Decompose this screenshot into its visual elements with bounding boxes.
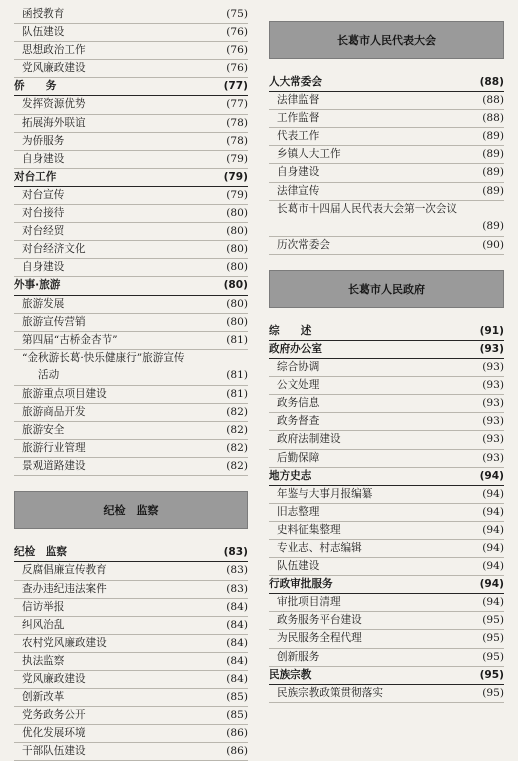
toc-entry[interactable] — [14, 635, 248, 653]
toc-entry-title: 历次常委会 — [277, 238, 330, 251]
toc-page-number: (91) — [479, 324, 504, 337]
toc-page-number: (84) — [226, 673, 248, 685]
toc-page-number: (82) — [226, 405, 248, 418]
toc-page-number: (90) — [482, 238, 504, 251]
toc-page-number: (95) — [482, 650, 504, 663]
toc-section-heading[interactable] — [269, 667, 504, 685]
toc-entry-title: “金秋游长葛·快乐健康行”旅游宣传 — [22, 351, 185, 364]
toc-page-number: (94) — [482, 505, 504, 518]
toc-section-heading[interactable] — [14, 277, 248, 295]
toc-entry[interactable] — [14, 24, 248, 42]
toc-entry[interactable] — [269, 540, 504, 558]
toc-page-number: (95) — [482, 632, 504, 645]
toc-entry-title: 对台经济文化 — [22, 243, 86, 256]
toc-entry-title: 党风廉政建设 — [22, 62, 86, 75]
toc-page-number: (94) — [479, 578, 504, 591]
toc-entry-title: 为侨服务 — [22, 134, 65, 147]
toc-entry-title: 外事·旅游 — [14, 279, 61, 292]
toc-page-number: (85) — [226, 709, 248, 722]
toc-entry-title: 旅游安全 — [22, 424, 65, 437]
toc-entry[interactable] — [269, 218, 504, 237]
toc-section-heading[interactable] — [14, 169, 248, 187]
toc-page-number: (94) — [479, 469, 504, 482]
toc-page-number: (95) — [482, 686, 504, 699]
toc-entry[interactable] — [269, 450, 504, 468]
toc-page-number: (78) — [226, 134, 248, 147]
toc-entry-title: 法律监督 — [277, 94, 320, 107]
toc-entry-title: 队伍建设 — [277, 560, 320, 573]
toc-entry-title: 长葛市十四届人民代表大会第一次会议 — [277, 202, 458, 215]
toc-entry-title: 景观道路建设 — [22, 460, 86, 473]
toc-entry[interactable] — [14, 314, 248, 332]
toc-page-number: (76) — [226, 62, 248, 75]
toc-page-number: (80) — [226, 207, 248, 220]
toc-entry[interactable] — [14, 707, 248, 725]
toc-entry-title: 创新改革 — [22, 691, 65, 704]
toc-page-number: (82) — [226, 442, 248, 455]
toc-page-number: (80) — [226, 243, 248, 256]
toc-page-number: (77) — [223, 80, 248, 93]
toc-entry[interactable] — [14, 562, 248, 580]
toc-page-number: (78) — [226, 116, 248, 129]
toc-entry[interactable] — [269, 504, 504, 522]
toc-page-number: (86) — [226, 745, 248, 758]
toc-page-number: (93) — [482, 415, 504, 428]
toc-page-number: (89) — [482, 148, 504, 161]
toc-entry-title: 优化发展环境 — [22, 727, 86, 740]
toc-entry[interactable] — [269, 594, 504, 612]
toc-page-number: (79) — [226, 152, 248, 165]
toc-page-number: (93) — [482, 397, 504, 410]
toc-page-number: (89) — [482, 219, 504, 232]
toc-entry-title: 政务信息 — [277, 397, 320, 410]
toc-entry[interactable] — [269, 649, 504, 667]
toc-entry-title: 思想政治工作 — [22, 44, 86, 57]
section-banner: 长葛市人民政府 — [269, 270, 504, 308]
toc-entry-title: 旅游商品开发 — [22, 405, 86, 418]
toc-section-heading[interactable] — [269, 468, 504, 486]
toc-entry-title: 活动 — [38, 368, 60, 381]
toc-entry[interactable] — [14, 440, 248, 458]
toc-page-number: (80) — [226, 225, 248, 238]
toc-entry[interactable] — [269, 413, 504, 431]
toc-entry[interactable] — [269, 630, 504, 648]
toc-entry-title: 年鉴与大事月报编纂 — [277, 487, 373, 500]
section-banner: 长葛市人民代表大会 — [269, 21, 504, 59]
toc-page-number: (80) — [226, 261, 248, 274]
toc-section-heading[interactable] — [269, 341, 504, 359]
toc-entry-title: 乡镇人大工作 — [277, 148, 341, 161]
toc-page-number: (95) — [482, 614, 504, 627]
toc-page-number: (84) — [226, 600, 248, 613]
toc-entry-title: 函授教育 — [22, 8, 65, 20]
toc-page-number: (89) — [482, 184, 504, 197]
toc-page-number: (84) — [226, 636, 248, 649]
toc-entry[interactable] — [14, 653, 248, 671]
toc-entry[interactable] — [14, 241, 248, 259]
toc-entry-title: 执法监察 — [22, 654, 65, 667]
toc-entry-title: 民族宗教 — [269, 668, 312, 681]
toc-entry-title: 民族宗教政策贯彻落实 — [277, 686, 383, 699]
toc-entry-title: 创新服务 — [277, 650, 320, 663]
toc-entry-title: 党风廉政建设 — [22, 673, 86, 685]
toc-entry-title: 代表工作 — [277, 130, 320, 143]
toc-section-heading[interactable] — [269, 576, 504, 594]
toc-entry-title: 侨 务 — [14, 80, 57, 93]
toc-page-number: (93) — [479, 342, 504, 355]
toc-entry-title: 综 述 — [269, 324, 312, 337]
toc-entry[interactable] — [14, 367, 248, 386]
toc-page-number: (80) — [223, 279, 248, 292]
toc-entry[interactable] — [14, 671, 248, 689]
toc-entry-title: 公文处理 — [277, 379, 320, 392]
toc-entry[interactable] — [269, 486, 504, 504]
toc-page-number: (76) — [226, 26, 248, 39]
toc-page-number: (81) — [226, 368, 248, 381]
toc-page-number: (94) — [482, 596, 504, 609]
toc-entry-title: 工作监督 — [277, 112, 320, 125]
toc-page-number: (94) — [482, 541, 504, 554]
toc-entry[interactable] — [269, 201, 504, 218]
toc-entry[interactable] — [269, 183, 504, 201]
section-banner: 纪检 监察 — [14, 491, 248, 529]
toc-entry[interactable] — [14, 599, 248, 617]
toc-entry[interactable] — [14, 60, 248, 78]
toc-page-number: (77) — [226, 98, 248, 111]
toc-entry-title: 旧志整理 — [277, 505, 320, 518]
toc-entry-title: 党务政务公开 — [22, 709, 86, 722]
toc-entry-title: 农村党风廉政建设 — [22, 636, 107, 649]
toc-page-number: (81) — [226, 387, 248, 400]
toc-entry-title: 查办违纪违法案件 — [22, 582, 107, 595]
toc-page-number: (88) — [482, 112, 504, 125]
toc-entry[interactable] — [269, 237, 504, 255]
toc-page-number: (83) — [226, 582, 248, 595]
toc-entry-title: 对台接待 — [22, 207, 65, 220]
toc-page-number: (79) — [223, 170, 248, 183]
toc-section-heading[interactable] — [269, 323, 504, 341]
toc-entry[interactable] — [14, 617, 248, 635]
toc-page-number: (94) — [482, 560, 504, 573]
toc-page-number: (93) — [482, 433, 504, 446]
toc-page-number: (94) — [482, 523, 504, 536]
toc-page-number: (80) — [226, 297, 248, 310]
toc-entry-title: 为民服务全程代理 — [277, 632, 362, 645]
toc-page-number: (81) — [226, 333, 248, 346]
toc-entry[interactable] — [269, 685, 504, 703]
toc-page-number: (84) — [226, 654, 248, 667]
toc-page-number: (93) — [482, 361, 504, 374]
toc-entry-title: 旅游重点项目建设 — [22, 387, 107, 400]
toc-entry-title: 对台宣传 — [22, 188, 65, 201]
toc-page-number: (79) — [226, 188, 248, 201]
toc-entry-title: 信访举报 — [22, 600, 65, 613]
toc-entry-title: 反腐倡廉宣传教育 — [22, 564, 107, 577]
toc-entry-title: 拓展海外联谊 — [22, 116, 86, 129]
toc-entry[interactable] — [14, 296, 248, 314]
toc-entry-title: 自身建设 — [22, 152, 65, 165]
toc-entry[interactable] — [14, 42, 248, 60]
toc-entry-title: 史料征集整理 — [277, 523, 341, 536]
toc-entry[interactable] — [269, 128, 504, 146]
toc-page-number: (89) — [482, 166, 504, 179]
toc-entry[interactable] — [269, 92, 504, 110]
toc-entry[interactable] — [269, 359, 504, 377]
toc-entry[interactable] — [269, 377, 504, 395]
toc-entry-title: 政务服务平台建设 — [277, 614, 362, 627]
toc-entry[interactable] — [14, 404, 248, 422]
toc-page-number: (84) — [226, 618, 248, 631]
toc-entry[interactable] — [14, 386, 248, 404]
left-column — [14, 6, 248, 761]
toc-entry[interactable] — [14, 223, 248, 241]
toc-entry[interactable] — [269, 431, 504, 449]
toc-entry[interactable] — [269, 395, 504, 413]
toc-entry[interactable] — [14, 725, 248, 743]
toc-entry-title: 人大常委会 — [269, 76, 322, 88]
toc-page-number: (82) — [226, 424, 248, 437]
toc-entry-title: 自身建设 — [22, 261, 65, 274]
toc-entry-title: 发挥资源优势 — [22, 98, 86, 111]
toc-entry[interactable] — [14, 689, 248, 707]
toc-page-number: (93) — [482, 451, 504, 464]
toc-entry-title: 干部队伍建设 — [22, 745, 86, 758]
toc-entry-title: 专业志、村志编辑 — [277, 541, 362, 554]
toc-page-number: (93) — [482, 379, 504, 392]
toc-entry-title: 旅游行业管理 — [22, 442, 86, 455]
toc-page-number: (83) — [223, 546, 248, 559]
toc-entry[interactable] — [14, 96, 248, 114]
toc-section-heading[interactable] — [269, 74, 504, 92]
toc-page-number: (88) — [479, 76, 504, 88]
toc-entry-title: 纪检 监察 — [14, 546, 67, 559]
toc-entry-title: 审批项目清理 — [277, 596, 341, 609]
toc-page-number: (89) — [482, 130, 504, 143]
toc-entry-title: 旅游宣传营销 — [22, 315, 86, 328]
toc-page-number: (82) — [226, 460, 248, 473]
toc-entry-title: 综合协调 — [277, 361, 320, 374]
toc-entry[interactable] — [14, 115, 248, 133]
toc-page-number: (80) — [226, 315, 248, 328]
toc-entry[interactable] — [269, 110, 504, 128]
toc-entry-title: 法律宣传 — [277, 184, 320, 197]
toc-entry-title: 政务督查 — [277, 415, 320, 428]
toc-page-number: (95) — [479, 668, 504, 681]
toc-entry-title: 第四届“古桥金杏节” — [22, 333, 118, 346]
toc-entry-title: 队伍建设 — [22, 26, 65, 39]
toc-entry[interactable] — [269, 164, 504, 182]
toc-entry[interactable] — [14, 422, 248, 440]
toc-page-number: (83) — [226, 564, 248, 577]
toc-entry[interactable] — [14, 187, 248, 205]
toc-entry-title: 纠风治乱 — [22, 618, 65, 631]
toc-entry[interactable] — [14, 332, 248, 350]
toc-page-number: (75) — [226, 8, 248, 20]
toc-entry[interactable] — [269, 612, 504, 630]
toc-entry[interactable] — [14, 350, 248, 367]
toc-section-heading[interactable] — [14, 78, 248, 96]
toc-entry[interactable] — [14, 151, 248, 169]
toc-entry[interactable] — [14, 133, 248, 151]
toc-entry[interactable] — [14, 259, 248, 277]
toc-page-number: (85) — [226, 691, 248, 704]
toc-entry-title: 地方史志 — [269, 469, 312, 482]
toc-entry-title: 后勤保障 — [277, 451, 320, 464]
toc-entry-title: 政府办公室 — [269, 342, 322, 355]
toc-entry-title: 对台经贸 — [22, 225, 65, 238]
toc-entry[interactable] — [14, 743, 248, 761]
toc-section-heading[interactable] — [14, 544, 248, 562]
toc-entry[interactable] — [269, 522, 504, 540]
toc-entry-title: 自身建设 — [277, 166, 320, 179]
toc-entry[interactable] — [14, 458, 248, 476]
toc-entry-title: 对台工作 — [14, 170, 57, 183]
toc-entry[interactable] — [14, 581, 248, 599]
right-column — [269, 6, 504, 703]
toc-entry-title: 行政审批服务 — [269, 578, 333, 591]
toc-entry[interactable] — [269, 146, 504, 164]
toc-page-number: (94) — [482, 487, 504, 500]
toc-entry[interactable] — [14, 6, 248, 24]
toc-entry[interactable] — [14, 205, 248, 223]
toc-entry[interactable] — [269, 558, 504, 576]
toc-page-number: (76) — [226, 44, 248, 57]
toc-entry-title: 旅游发展 — [22, 297, 65, 310]
toc-entry-title: 政府法制建设 — [277, 433, 341, 446]
toc-page-number: (88) — [482, 94, 504, 107]
toc-page-number: (86) — [226, 727, 248, 740]
